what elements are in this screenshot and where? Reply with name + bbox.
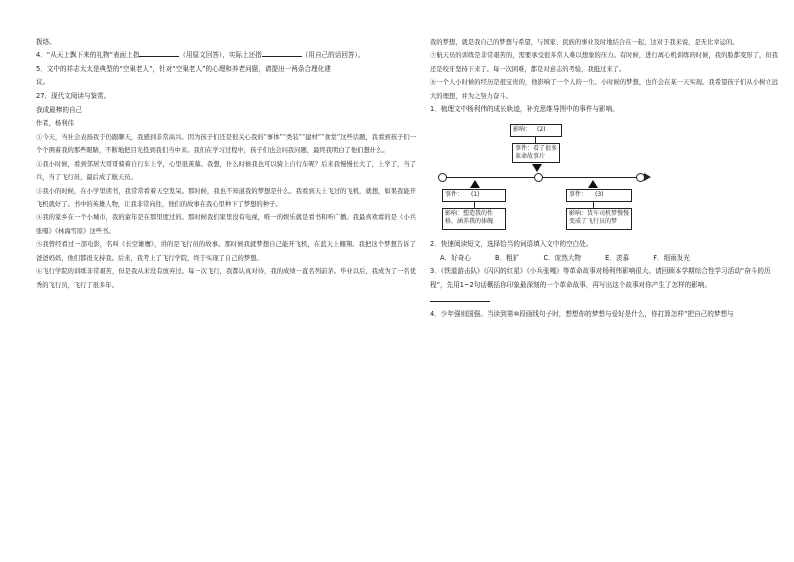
event-box-right: 事件： (3) (566, 189, 632, 202)
paragraph: ⑦航天员的训练是非常艰苦的，需要承受很多常人难以想象的压力。有时候，进行离心机训练的时候，我的脸都变形了，但我还是咬牙坚持下来了。每一次困难，都是对意志的考验，我挺过来了。 (430, 52, 778, 73)
event-box-mid: 事件：看了很多革命故事片 (512, 143, 560, 163)
paragraph: ③我小的时候，在小学里读书，我常常看着天空发呆。那时候，我也不知道我的梦想是什么。我看到天上飞过的飞机，就想，如果我能开飞机就好了。书中的英雄人物，让我非常向往，他们的故事在我心里种下了梦想的种子。 (36, 187, 416, 209)
question-2: 2．快速阅读短文，选择恰当的词语填入文中的空白处。 (430, 240, 593, 249)
left-column (36, 36, 416, 292)
paragraph: ④我的家乡在一个小城市，我的童年是在那里度过的。那时候我们家里没有电视，唯一的娱乐就是看书和听广播。我最喜欢看的是《小兵张嘎》《林海雪原》这些书。 (36, 214, 416, 235)
paragraph: 我的梦想，就是我自己的梦想与希望，与国家、民族的事业及时地结合在一起，这对于我来说，是无比幸运的。 (430, 39, 739, 46)
triangle-marker (532, 164, 542, 172)
right-column (430, 36, 778, 321)
event-box-left: 事件： (1) (442, 189, 506, 202)
triangle-marker (470, 180, 480, 188)
question-5: 5．文中的祥志太太是典型的“空巢老人”，针对“空巢老人”的心理和养老问题，请提出一两条合理化建 (36, 64, 331, 73)
question-4-right: 4．少年强则国强。当读到第⑩段画线句子时，想想你的梦想与爱好是什么，你打算怎样“把自己的梦想与 (430, 310, 734, 319)
influence-box-right: 影响：货车司机梦慢慢变成了飞行员的梦 (566, 208, 632, 230)
answer-line[interactable] (430, 301, 490, 302)
triangle-marker (588, 180, 598, 188)
mind-map (436, 118, 676, 236)
question-4: 4．“从天上飘下来的礼物”表面上指 （用原文回答），实际上还指 （用自己的话回答）。 (36, 51, 365, 60)
arrow-head (644, 173, 651, 181)
article-author: 作者，杨利伟 (36, 120, 74, 128)
question-3: 3．《铁道游击队》《闪闪的红星》《小兵张嘎》等革命故事对杨利伟影响很大。请回顾本学期综合性学习活动“奋斗的历程”，先用1~2句话概括你印象最深刻的一个革命故事，再写出这个故事对你产生了怎样的影响。 (430, 267, 771, 289)
question-5-cont: 议。 (36, 78, 50, 87)
timeline-node (534, 173, 543, 182)
influence-box-top: 影响： (2) (510, 124, 562, 137)
option-a[interactable]: A．好奇心 (440, 253, 471, 262)
option-f[interactable]: F．细雨发光 (653, 253, 690, 262)
paragraph: ⑥飞行学院的训练非常艰苦，但是我从来没有放弃过。每一次飞行，我都认真对待，我的成绩一直名列前茅。毕业以后，我成为了一名优秀的飞行员，飞行了很多年。 (36, 268, 416, 289)
paragraph: ②我小时候，看到邻居大哥哥骑着自行车上学，心里很羡慕。我想，什么时候我也可以骑上自行车呢？后来我慢慢长大了，上学了，当了兵，当了飞行员，最后成了航天员。 (36, 160, 416, 182)
option-list (430, 252, 690, 265)
section-heading: 27、现代文阅读与鉴赏。 (36, 91, 111, 100)
option-e[interactable]: E．羡慕 (605, 253, 630, 262)
question-1: 1．梳理文中杨利伟的成长轨迹，补充思维导图中的事件与影响。 (430, 105, 619, 114)
timeline-node (438, 173, 447, 182)
article-title: 我成最棒的自己 (36, 106, 83, 115)
answer-blank[interactable] (262, 49, 302, 57)
paragraph: ⑧一个人小时候的经历是很宝贵的，他影响了一个人的一生。小时候的梦想，也许会在某一天实现。我希望孩子们从小树立远大的理想，并为之努力奋斗。 (430, 79, 778, 100)
paragraph: ⑤我曾经看过一部电影，名叫《长空雄鹰》，讲的是飞行员的故事。那时候我就梦想自己能开飞机，在蓝天上翱翔。我把这个梦想告诉了爸爸妈妈，他们都很支持我。后来，我考上了飞行学院，终于实现了自己的梦想。 (36, 241, 416, 262)
timeline-axis (444, 177, 644, 178)
answer-blank[interactable] (139, 49, 179, 57)
option-b[interactable]: B．粗犷 (495, 253, 520, 262)
text-line: 拨络。 (36, 38, 56, 46)
paragraph: ①今天，当社会表扬我于仍跟聊天，我感到非常高兴。因为孩子们还是很关心我的“事体”“类装”“建材”“食堂”这些话题，我看到孩子们一个个围着我的那些眼睛，不断地把目光投到我们当中来。我们在学习过程中，孩子们也会问我问题，最终我明白了他们想什么。 (36, 134, 416, 155)
option-c[interactable]: C．庞然大物 (543, 253, 582, 262)
influence-box-left: 影响：塑造我的性格，涵养我的体魄 (442, 208, 506, 230)
